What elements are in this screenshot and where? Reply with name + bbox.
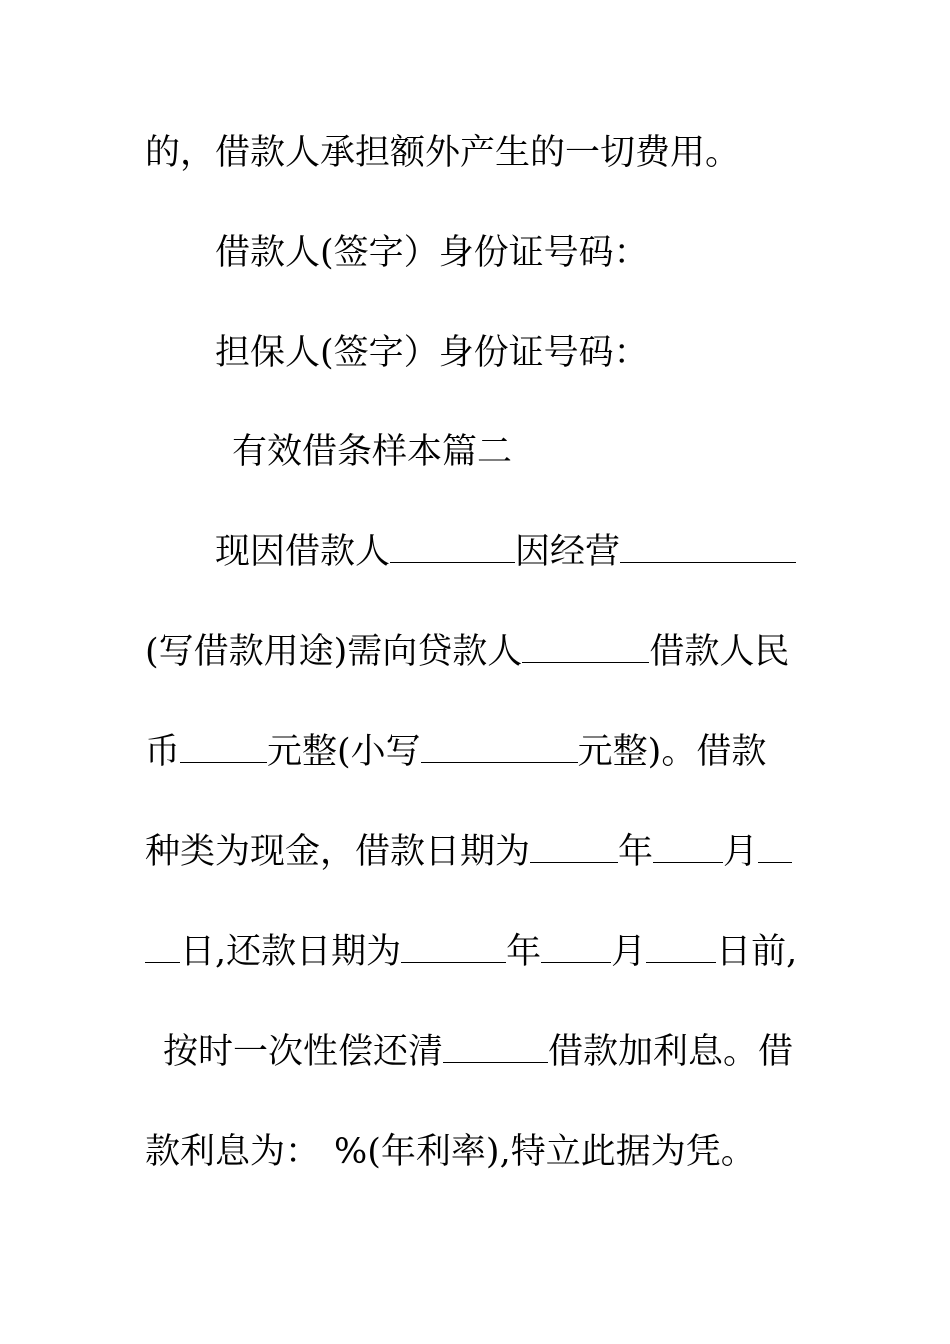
text-segment: 借款人民: [649, 632, 790, 672]
fill-blank: [421, 732, 578, 763]
text-segment: 现因借款人: [215, 532, 391, 572]
text-segment: 借款加利息。借: [548, 1032, 794, 1072]
fill-blank: [180, 732, 267, 763]
fill-blank: [620, 532, 796, 563]
text-line-8: [145, 830, 792, 874]
text-segment: 担保人(签字）身份证号码：: [215, 333, 649, 373]
text-line-7: [145, 730, 766, 774]
fill-blank: [522, 632, 649, 663]
text-segment: (写借款用途)需向贷款人: [145, 632, 523, 672]
fill-blank: [758, 832, 792, 863]
text-segment: 按时一次性偿还清: [163, 1032, 444, 1072]
text-segment: 的，借款人承担额外产生的一切费用。: [145, 133, 741, 173]
guarantor-signature-line: [215, 331, 649, 375]
text-line-5: [215, 530, 796, 574]
text-line-11: [145, 1130, 756, 1174]
section-title: 有效借条样本篇二: [232, 432, 513, 472]
text-segment: 月: [611, 932, 647, 972]
text-segment: 日前,: [716, 932, 798, 972]
fill-blank: [530, 832, 618, 863]
text-segment: 日,还款日期为: [180, 932, 402, 972]
fill-blank: [443, 1032, 548, 1063]
borrower-signature-line: [215, 231, 649, 275]
text-segment: 月: [723, 832, 759, 872]
text-line-10: [163, 1030, 793, 1074]
text-segment: 因经营: [515, 532, 621, 572]
text-segment: 元整(小写: [267, 732, 421, 772]
fill-blank: [541, 932, 611, 963]
text-line-9: [145, 930, 797, 974]
text-segment: 元整)。借款: [577, 732, 767, 772]
text-segment: 借款人(签字）身份证号码：: [215, 233, 649, 273]
section-heading: [232, 430, 512, 474]
fill-blank: [401, 932, 506, 963]
text-segment: 种类为现金，借款日期为: [145, 832, 531, 872]
fill-blank: [145, 932, 180, 963]
text-segment: %(年利率),特立此据为凭。: [334, 1132, 756, 1172]
text-line-6: [145, 630, 789, 674]
text-line-1: [145, 131, 740, 175]
text-segment: 款利息为：: [145, 1132, 321, 1172]
text-segment: 年: [506, 932, 542, 972]
text-segment: 币: [145, 732, 181, 772]
text-segment: 年: [618, 832, 654, 872]
fill-blank: [646, 932, 716, 963]
fill-blank: [653, 832, 723, 863]
fill-blank: [390, 532, 515, 563]
